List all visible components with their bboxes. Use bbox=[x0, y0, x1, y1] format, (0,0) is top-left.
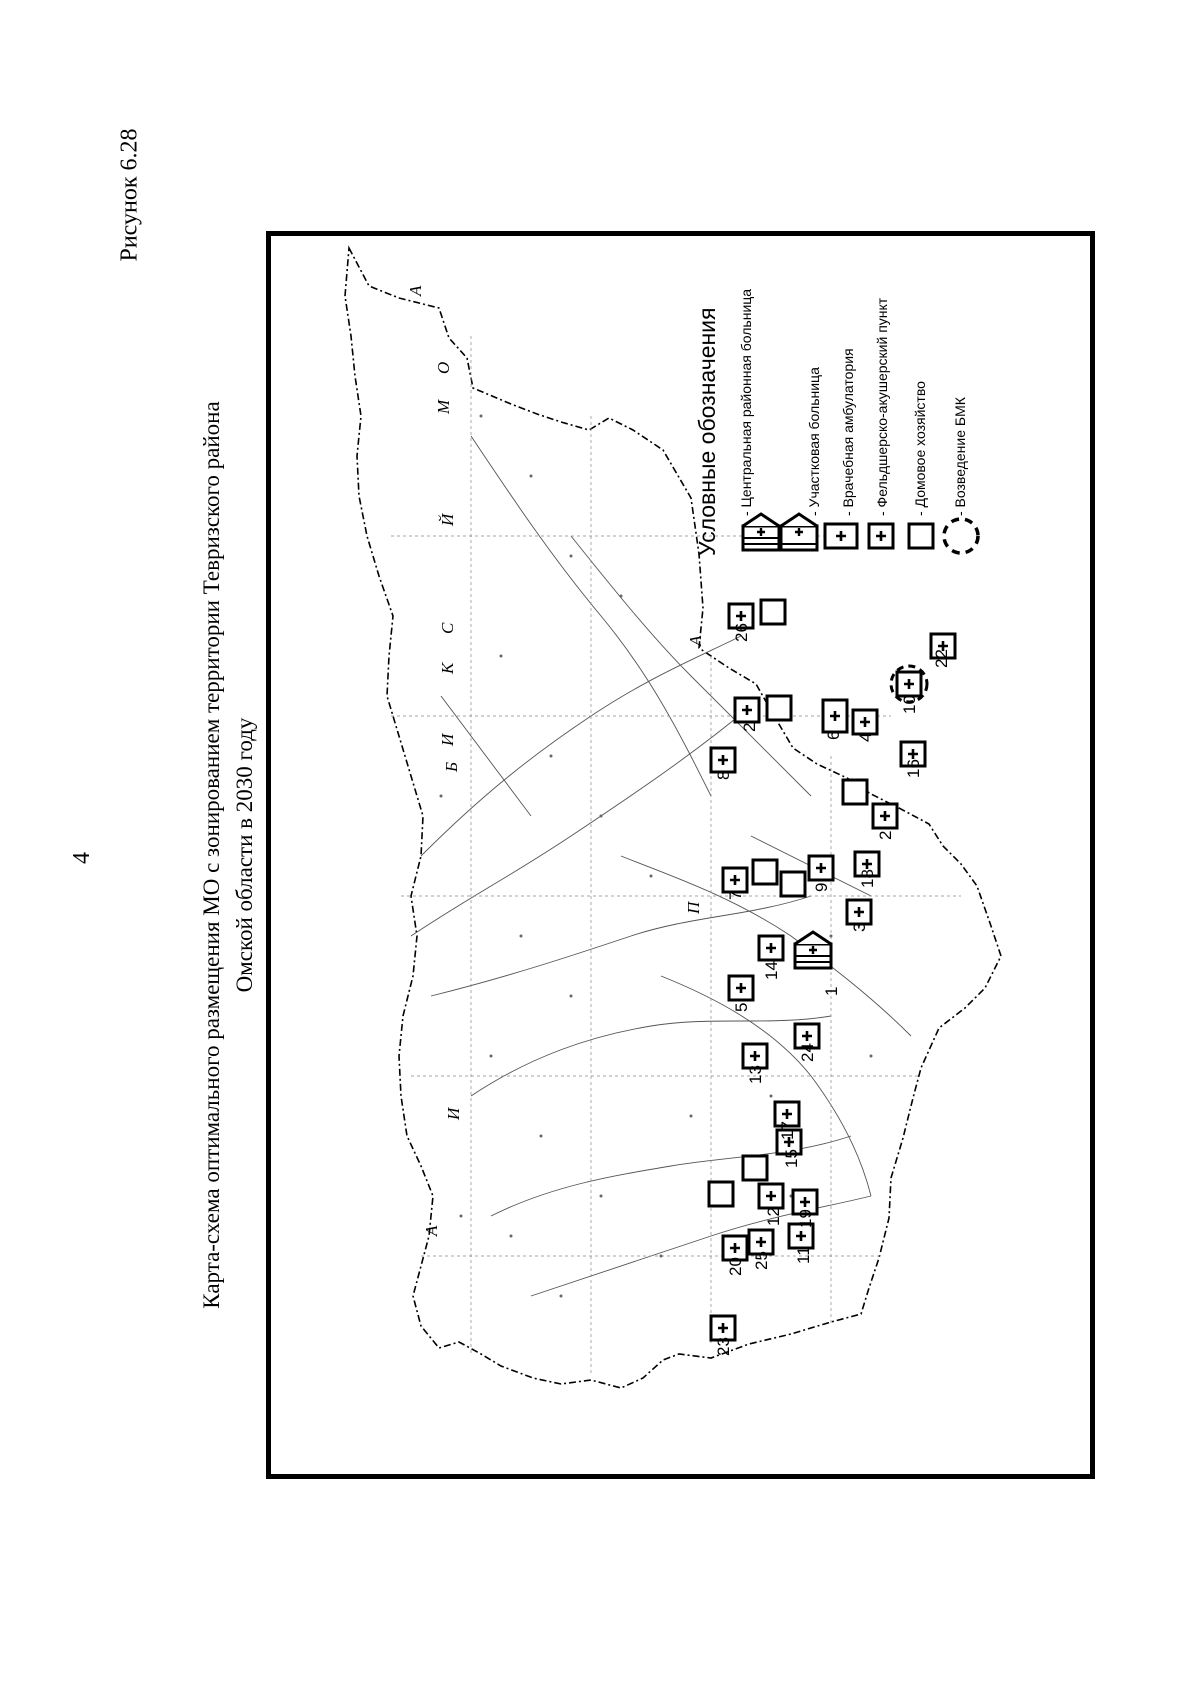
facility-number: 16 bbox=[904, 759, 923, 778]
legend-symbol-household bbox=[909, 524, 933, 548]
facility-number: 11 bbox=[794, 1246, 813, 1264]
figure-label: Рисунок 6.28 bbox=[116, 128, 143, 262]
region-letter: П bbox=[684, 901, 703, 914]
district-boundary bbox=[345, 248, 1001, 1388]
legend-symbol-outpatient-clinic bbox=[825, 524, 857, 548]
map-title-line-1: Карта-схема оптимального размещения МО с зонированием территории Тевризского района bbox=[199, 401, 224, 1309]
facility-fap-25 bbox=[749, 1230, 773, 1254]
facility-number: 23 bbox=[714, 1337, 733, 1356]
region-letter: С bbox=[438, 622, 457, 634]
region-letter: И bbox=[438, 733, 457, 746]
facility-household bbox=[753, 860, 777, 884]
legend-label-household: - Домовое хозяйство bbox=[912, 381, 928, 516]
facility-fap-12 bbox=[759, 1184, 783, 1208]
legend-label-fap: - Фельдшерско-акушерский пункт bbox=[874, 297, 890, 516]
facility-amb-6 bbox=[823, 700, 847, 732]
legend bbox=[694, 289, 978, 556]
facility-number: 8 bbox=[714, 770, 733, 780]
facility-fap-3 bbox=[847, 900, 871, 924]
facility-fap-13 bbox=[743, 1044, 767, 1068]
facility-number: 24 bbox=[798, 1043, 817, 1062]
facility-number: 12 bbox=[764, 1207, 783, 1226]
facility-fap-9 bbox=[809, 856, 833, 880]
region-letter: К bbox=[438, 662, 457, 674]
facility-number: 17 bbox=[778, 1121, 797, 1140]
facility-fap-7 bbox=[723, 868, 747, 892]
facility-number: 7 bbox=[726, 890, 745, 900]
facility-household bbox=[743, 1156, 767, 1180]
legend-symbol-district-hospital bbox=[781, 514, 817, 550]
facility-household bbox=[761, 600, 785, 624]
facility-household bbox=[843, 780, 867, 804]
facility-number: 15 bbox=[782, 1149, 801, 1168]
region-letter: О bbox=[434, 361, 453, 374]
terrain-lines bbox=[411, 436, 911, 1296]
facility-number: 2 bbox=[740, 722, 759, 732]
facility-number: 22 bbox=[932, 649, 951, 668]
legend-symbol-fap bbox=[869, 524, 893, 548]
region-letter: А bbox=[406, 285, 425, 296]
facility-fap-8 bbox=[711, 748, 735, 772]
facility-number: 9 bbox=[812, 882, 831, 892]
map-canvas bbox=[271, 236, 1090, 1474]
facility-number: 5 bbox=[732, 1002, 751, 1012]
facility-crh-1 bbox=[795, 932, 831, 968]
legend-symbol-crh bbox=[743, 514, 779, 550]
legend-label-district-hospital: - Участковая больница bbox=[806, 367, 822, 516]
facility-number: 19 bbox=[796, 1209, 815, 1228]
facility-fap-14 bbox=[759, 936, 783, 960]
region-letter: А bbox=[686, 635, 705, 646]
facility-number: 25 bbox=[752, 1251, 771, 1270]
facility-household bbox=[709, 1182, 733, 1206]
facility-number: 2 bbox=[876, 830, 895, 840]
legend-title: Условные обозначения bbox=[694, 307, 720, 556]
facility-number: 3 bbox=[850, 922, 869, 932]
facility-fap-2a bbox=[735, 698, 759, 722]
facility-fap-20 bbox=[723, 1236, 747, 1260]
facility-fap-5 bbox=[729, 976, 753, 1000]
legend-symbol-bmk bbox=[944, 519, 978, 553]
facility-number: 26 bbox=[732, 623, 751, 642]
facility-number: 6 bbox=[824, 730, 843, 740]
region-letter: Й bbox=[438, 513, 457, 526]
region-letter: И bbox=[444, 1107, 463, 1120]
facility-number: 20 bbox=[726, 1257, 745, 1276]
region-letter: А bbox=[422, 1225, 441, 1236]
page-number: 4 bbox=[69, 852, 95, 864]
legend-label-crh: - Центральная районная больница bbox=[738, 288, 754, 516]
map-title-line-2: Омской области в 2030 году bbox=[232, 717, 257, 993]
facility-fap-2b bbox=[873, 804, 897, 828]
facility-household bbox=[781, 872, 805, 896]
facility-fap-4 bbox=[853, 710, 877, 734]
facility-number: 4 bbox=[856, 732, 875, 742]
facility-number: 1 bbox=[822, 986, 841, 996]
facility-number: 18 bbox=[858, 869, 877, 888]
legend-label-bmk: - Возведение БМК bbox=[952, 397, 968, 516]
facility-number: 13 bbox=[746, 1065, 765, 1084]
facility-number: 14 bbox=[762, 961, 781, 980]
map-title bbox=[195, 401, 261, 1308]
region-letters bbox=[406, 285, 705, 1237]
map-frame bbox=[266, 231, 1095, 1479]
facility-household bbox=[767, 696, 791, 720]
region-letter: Б bbox=[442, 761, 461, 772]
facility-fap-10 bbox=[897, 672, 921, 696]
facility-number: 10 bbox=[900, 695, 919, 714]
facility-fap-23 bbox=[711, 1316, 735, 1340]
legend-label-outpatient-clinic: - Врачебная амбулатория bbox=[840, 348, 856, 516]
region-letter: М bbox=[434, 399, 453, 414]
